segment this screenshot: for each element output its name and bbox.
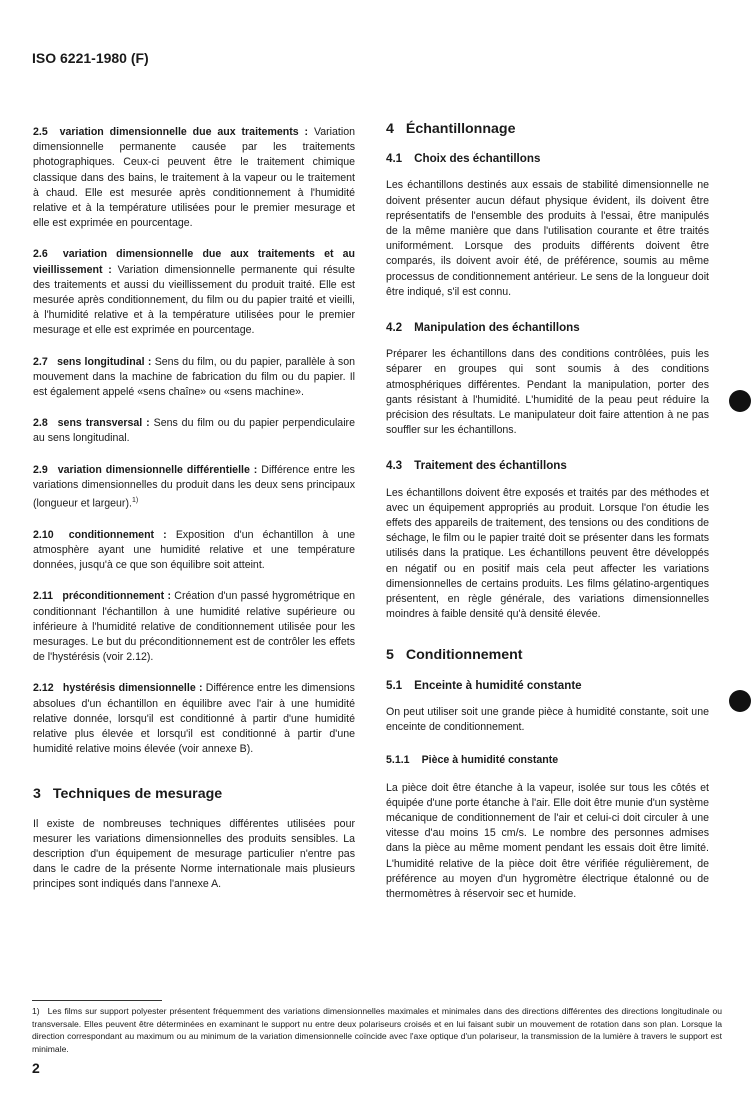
clause-number: 2.9 — [33, 463, 48, 476]
definition-2-9 — [33, 463, 355, 512]
section-number: 5 — [386, 647, 394, 664]
right-column — [386, 122, 709, 918]
section-title: Échantillonnage — [405, 121, 516, 137]
subsection-number: 5.1 — [386, 678, 403, 692]
subsubsection-heading-5-1-1 — [386, 753, 709, 768]
subsection-4-1-text: Les échantillons destinés aux essais de stabilité dimensionnelle ne doivent présenter aucun défaut physique évident, ils doivent être représentatifs de l'ensemble des produits à l'essai, être manipulés de la même manière que dans l'utilisation courante et être traités uniformément. Lorsque des produits différents doivent être comparés, ils doivent avoir été, de préférence, soumis au même processus de conditionnement antérieur. Le sens de la longueur doit être indiqué, s'il est connu. — [386, 179, 709, 298]
subsection-number: 4.1 — [386, 152, 403, 166]
subsubsection-title: Pièce à humidité constante — [421, 754, 559, 767]
term: hystérésis dimensionnelle : — [62, 682, 203, 695]
section-3-text: Il existe de nombreuses techniques différentes utilisées pour mesurer les variations dimensionnelles des produits sensibles. La description d'un équipement de mesurage particulier n'entre pas dans le cadre de la présente Norme internationale mais plusieurs principes sont indiqués dans l'annexe A. — [33, 817, 355, 891]
definition-text: Création d'un passé hygrométrique en conditionnant l'échantillon à une humidité relative supérieure ou inférieure à l'humidité relative de conditionnement utilisée pour les mesurages. Le but du préconditionnement est de contrôler les effets de l'hystérésis (voir 2.12). — [33, 590, 355, 664]
subsection-title: Manipulation des échantillons — [414, 321, 580, 335]
subsection-title: Traitement des échantillons — [414, 459, 567, 473]
clause-number: 2.8 — [33, 417, 48, 430]
section-title: Techniques de mesurage — [52, 786, 223, 803]
subsection-4-3-text: Les échantillons doivent être exposés et traités par des méthodes et avec un équipement appropriés au produit. Lorsque l'on étudie les effets des appareils de traitement, des tensions ou des conditions de séchage, le film ou le papier traité doit se présenter dans les formats utilisés dans la pratique. Les échantillons peuvent être développés en négatif ou en positif mais cela peut affecter les variations dimensionnelles de certains produits. Les films gélatino-argentiques présentent, en règle générale, des variations dimensionnelles moindres à faible densité qu'à densité élevée. — [386, 486, 709, 621]
subsection-heading-4-1 — [386, 151, 709, 166]
document-header: ISO 6221-1980 (F) — [32, 50, 149, 66]
footnote-mark: 1) — [32, 1006, 40, 1016]
definition-2-11 — [33, 589, 355, 665]
definition-text: Variation dimensionnelle permanente qui résulte des traitements et aussi du vieillissement du produit traité. Elle est mesurée après conditionnement, du film ou du papier traité et vieilli, à l'humidité relative et à la température utilisées pour le premier mesurage et elle est exprimée en pourcentage. — [33, 263, 355, 337]
footnote-divider — [32, 1000, 162, 1001]
footnote — [32, 1005, 722, 1055]
definition-2-6 — [33, 247, 355, 338]
term: sens transversal : — [57, 417, 150, 430]
section-title: Conditionnement — [405, 647, 523, 664]
subsection-heading-4-2 — [386, 320, 709, 335]
definition-2-5 — [33, 125, 355, 231]
term: variation dimensionnelle différentielle : — [57, 463, 258, 476]
definition-2-10 — [33, 528, 355, 574]
subsection-title: Enceinte à humidité constante — [414, 678, 582, 692]
subsubsection-5-1-1-text: La pièce doit être étanche à la vapeur, isolée sur tous les côtés et équipée d'une porte étanche à l'air. Elle doit être munie d'un système mécanique de conditionnement de l'air et celui-ci doit circuler à une vitesse d'au moins 15 cm/s. Le nombre des personnes admises dans la pièce au même moment pendant les essais doit être limité. L'humidité relative de la pièce doit être vérifiée régulièrement, de préférence au moyen d'un hygromètre électrique étalonné ou de thermomètres à réservoir sec et humide. — [386, 781, 709, 900]
clause-number: 2.10 — [33, 528, 54, 541]
subsection-5-1-text: On peut utiliser soit une grande pièce à humidité constante, soit une enceinte de conditionnement. — [386, 705, 709, 734]
subsection-heading-5-1 — [386, 678, 709, 693]
margin-change-mark — [729, 690, 751, 712]
section-number: 3 — [33, 786, 41, 803]
term: sens longitudinal : — [57, 355, 152, 368]
definition-2-12 — [33, 681, 355, 757]
clause-number: 2.12 — [33, 682, 54, 695]
definition-text: Variation dimensionnelle permanente causée par les traitements photographiques. Ceux-ci peuvent être le traitement chimique classique dans des bains, le traitement à la vapeur ou le traitement à chaud. Elle est mesurée après conditionnement à l'humidité relative et à la température utilisées pour le premier mesurage et elle est exprimée en pourcentage. — [33, 126, 355, 230]
term: conditionnement : — [68, 528, 167, 541]
definition-text: Différence entre les variations dimensionnelles du produit dans les deux sens principaux (longueur et largeur). — [33, 463, 355, 510]
subsubsection-number: 5.1.1 — [386, 754, 410, 767]
clause-number: 2.6 — [33, 248, 48, 261]
subsection-4-2-text: Préparer les échantillons dans des conditions contrôlées, puis les séparer en groupes qui sont soumis à des conditions atmosphériques différentes. Pendant la manipulation, porter des gants résistant à l'humidité. L'humidité de la peau peut réduire la précision des résultats. Le manipulateur doit faire attention à ne pas souffler sur les échantillons. — [386, 348, 709, 437]
subsection-number: 4.2 — [386, 321, 403, 335]
definition-text: Différence entre les dimensions absolues d'un échantillon en équilibre avec l'air à une humidité relative donnée, lorsqu'il est conditionné à partir d'une humidité relative plus élevée et lorsqu'il est conditionné à partir d'une humidité relative moins élevée (voir annexe B). — [33, 682, 355, 756]
definition-text: Sens du film ou du papier perpendiculaire au sens longitudinal. — [33, 417, 355, 445]
term: variation dimensionnelle due aux traitements : — [59, 126, 309, 138]
definition-2-8 — [33, 416, 355, 446]
clause-number: 2.5 — [33, 126, 48, 138]
footnote-text: Les films sur support polyester présentent fréquemment des variations dimensionnelles maximales et minimales dans des directions différentes des directions longitudinale ou transversale. Elles peuvent être déterminées en examinant le support nu entre deux polariseurs croisés et en lui faisant subir un mouvement de rotation dans son plan. Lorsque la direction correspondant au maximum ou au minimum de la variation dimensionnelle coïncide avec l'axe optique d'un polariseur, la transmission de la lumière à travers le support est minimale. — [32, 1006, 722, 1054]
subsection-heading-4-3 — [386, 458, 709, 473]
section-heading-4 — [386, 122, 709, 137]
section-heading-5 — [386, 648, 709, 663]
definition-text: Exposition d'un échantillon à une atmosphère ayant une humidité relative et une température données, jusqu'à ce que son équilibre soit atteint. — [33, 528, 355, 572]
section-number: 4 — [386, 121, 394, 137]
left-column — [33, 125, 355, 909]
definition-text: Sens du film, ou du papier, parallèle à son mouvement dans la machine de fabrication du film ou du papier. Il est également appelé «sens chaîne» ou «sens machine». — [33, 355, 355, 399]
clause-number: 2.7 — [33, 355, 48, 368]
section-heading-3 — [33, 787, 355, 802]
term: variation dimensionnelle due aux traitements et au vieillissement : — [33, 248, 355, 276]
subsection-title: Choix des échantillons — [414, 152, 541, 166]
clause-number: 2.11 — [33, 590, 54, 603]
term: préconditionnement : — [62, 590, 171, 603]
subsection-number: 4.3 — [386, 459, 403, 473]
definition-2-7 — [33, 355, 355, 401]
footnote-reference: 1) — [131, 497, 139, 505]
page-number: 2 — [32, 1060, 40, 1076]
margin-change-mark — [729, 390, 751, 412]
